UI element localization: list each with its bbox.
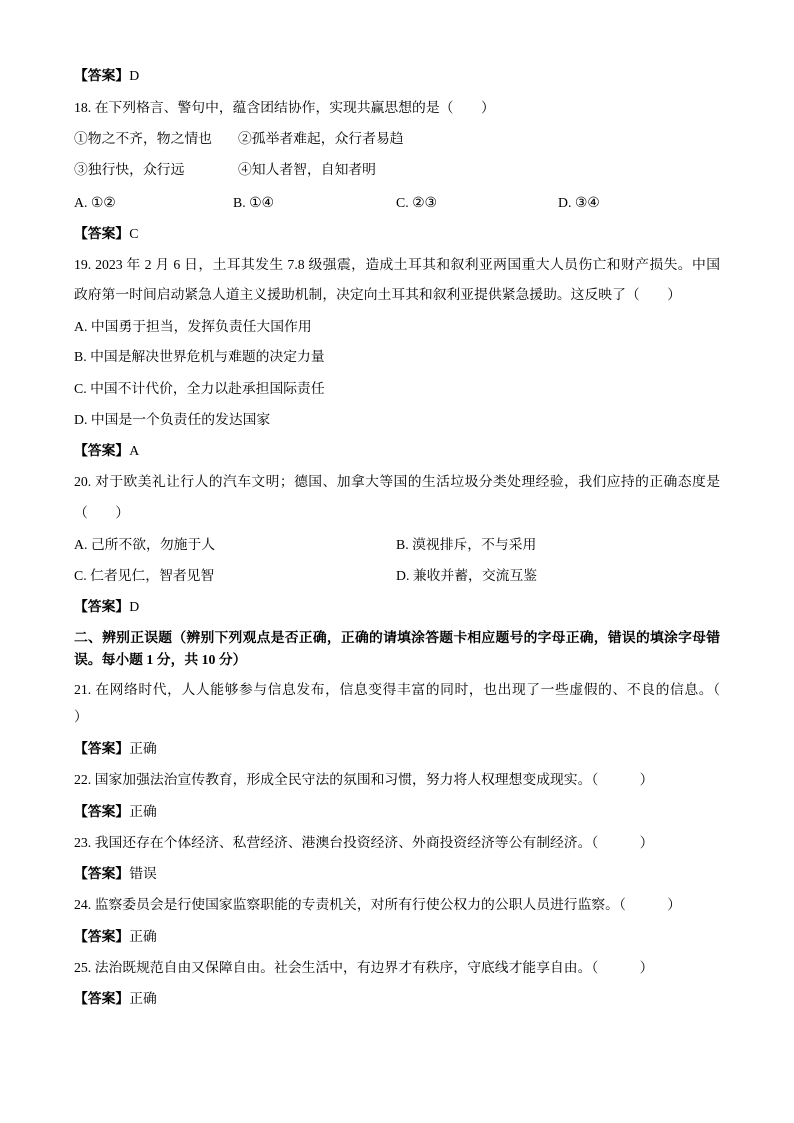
answer-q21	[74, 739, 157, 759]
question-18-stem: 18. 在下列格言、警句中，蕴含团结协作，实现共赢思想的是（ ）	[74, 100, 495, 115]
section-2-heading-line-1: 二、辨别正误题（辨别下列观点是否正确，正确的请填涂答题卡相应题号的字母正确，错误的填涂字母错	[74, 630, 720, 645]
statement-3: ③独行快，众行远	[74, 162, 185, 177]
question-18-statements-row-1	[74, 129, 720, 149]
question-18-options	[74, 193, 720, 213]
statement-4: ④知人者智，自知者明	[238, 162, 376, 177]
question-21-stem-line-1: 21. 在网络时代，人人能够参与信息发布，信息变得丰富的同时，也出现了一些虚假的、不良的信息。（	[74, 682, 720, 697]
statement-2: ②孤举者难起，众行者易趋	[238, 131, 404, 146]
question-24-stem: 24. 监察委员会是行使国家监察职能的专责机关，对所有行使公权力的公职人员进行监察。（ ）	[74, 897, 682, 912]
question-19-option-b: B. 中国是解决世界危机与难题的决定力量	[74, 349, 325, 364]
answer-label: 【答案】	[74, 804, 130, 819]
answer-label: 【答案】	[74, 929, 130, 944]
option-a: A. 己所不欲，勿施于人	[74, 537, 216, 552]
answer-value: 正确	[129, 741, 157, 756]
answer-value: D	[129, 68, 140, 83]
answer-q18	[74, 224, 138, 244]
question-19-option-d: D. 中国是一个负责任的发达国家	[74, 412, 271, 427]
option-d: D. ③④	[558, 195, 600, 210]
option-c: C. ②③	[396, 195, 437, 210]
section-2-heading-line-2: 误。每小题 1 分，共 10 分）	[74, 652, 247, 667]
question-19-stem-line-1: 19. 2023 年 2 月 6 日，土耳其发生 7.8 级强震，造成土耳其和叙利亚两国重大人员伤亡和财产损失。中国	[74, 257, 720, 272]
answer-label: 【答案】	[74, 226, 130, 241]
answer-value: 错误	[129, 866, 157, 881]
answer-label: 【答案】	[74, 443, 130, 458]
answer-label: 【答案】	[74, 866, 130, 881]
question-22-stem: 22. 国家加强法治宣传教育，形成全民守法的氛围和习惯，努力将人权理想变成现实。（ ）	[74, 772, 654, 787]
question-20-stem-line-2: （ ）	[74, 505, 130, 520]
option-b: B. ①④	[233, 195, 274, 210]
answer-q25	[74, 989, 157, 1009]
question-20-options-row-2	[74, 566, 720, 586]
answer-q20	[74, 597, 139, 617]
question-18-statements-row-2	[74, 160, 720, 180]
answer-label: 【答案】	[74, 741, 130, 756]
answer-value: 正确	[129, 991, 157, 1006]
question-19-option-a: A. 中国勇于担当，发挥负责任大国作用	[74, 319, 312, 334]
question-19-option-c: C. 中国不计代价，全力以赴承担国际责任	[74, 381, 325, 396]
statement-1: ①物之不齐，物之情也	[74, 131, 212, 146]
option-d: D. 兼收并蓄，交流互鉴	[396, 568, 538, 583]
answer-label: 【答案】	[74, 599, 130, 614]
question-20-options-row-1	[74, 535, 720, 555]
option-a: A. ①②	[74, 195, 116, 210]
answer-q19	[74, 441, 139, 461]
answer-q17	[74, 66, 139, 86]
option-b: B. 漠视排斥，不与采用	[396, 537, 537, 552]
question-19-stem-line-2: 政府第一时间启动紧急人道主义援助机制，决定向土耳其和叙利亚提供紧急援助。这反映了（ ）	[74, 287, 682, 302]
answer-label: 【答案】	[74, 68, 130, 83]
answer-value: 正确	[129, 804, 157, 819]
answer-q23	[74, 864, 157, 884]
answer-q22	[74, 802, 157, 822]
answer-value: A	[129, 443, 140, 458]
answer-label: 【答案】	[74, 991, 130, 1006]
question-25-stem: 25. 法治既规范自由又保障自由。社会生活中，有边界才有秩序，守底线才能享自由。（ ）	[74, 960, 654, 975]
question-23-stem: 23. 我国还存在个体经济、私营经济、港澳台投资经济、外商投资经济等公有制经济。（ ）	[74, 835, 654, 850]
option-c: C. 仁者见仁，智者见智	[74, 568, 215, 583]
answer-value: D	[129, 599, 140, 614]
answer-value: C	[129, 226, 139, 241]
question-20-stem-line-1: 20. 对于欧美礼让行人的汽车文明；德国、加拿大等国的生活垃圾分类处理经验，我们应持的正确态度是	[74, 474, 720, 489]
question-21-stem-line-2: ）	[74, 709, 88, 724]
answer-value: 正确	[129, 929, 157, 944]
answer-q24	[74, 927, 157, 947]
